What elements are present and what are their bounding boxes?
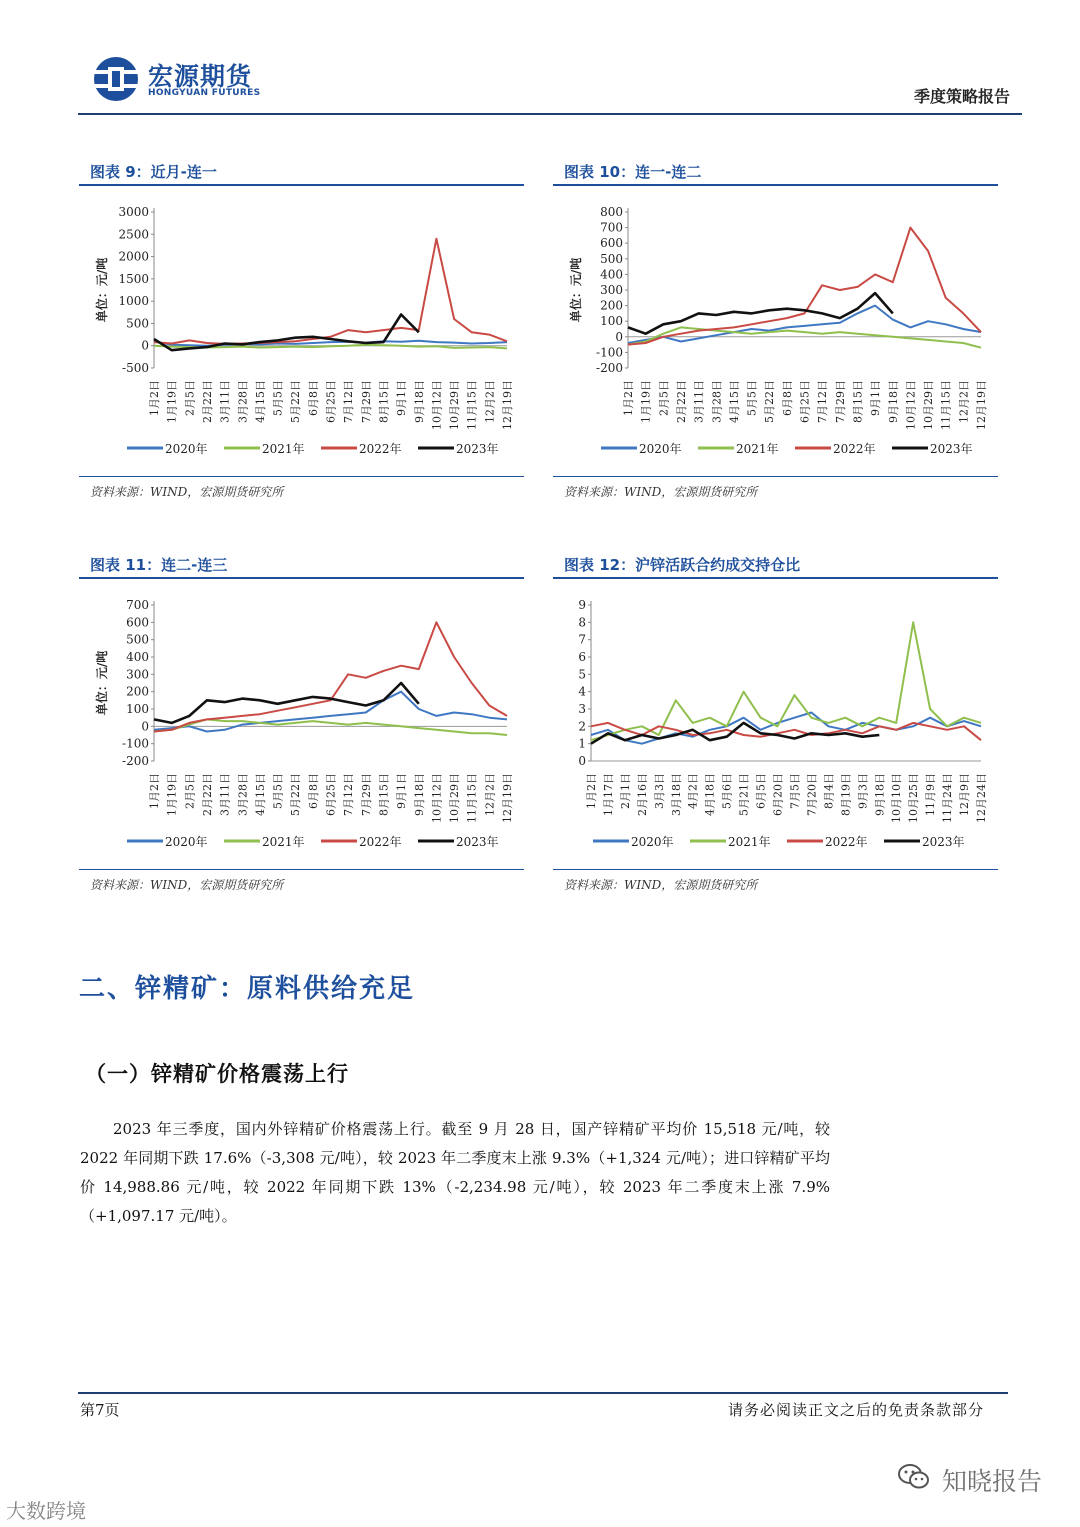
y-axis-label: 单位：元/吨 xyxy=(95,257,109,323)
y-tick-label: -200 xyxy=(596,361,623,375)
x-tick-label: 4月18日 xyxy=(703,773,717,816)
y-tick-label: 8 xyxy=(578,615,586,630)
y-tick-label: 400 xyxy=(126,650,149,664)
x-tick-label: 8月4日 xyxy=(822,773,836,809)
y-tick-label: 100 xyxy=(600,314,623,329)
x-tick-label: 8月19日 xyxy=(839,773,853,816)
y-tick-label: -500 xyxy=(122,361,149,375)
x-tick-label: 1月2日 xyxy=(148,380,161,416)
x-tick-label: 11月15日 xyxy=(465,380,479,430)
chart-9 xyxy=(79,186,524,476)
y-tick-label: 1 xyxy=(578,736,586,751)
y-tick-label: 700 xyxy=(126,598,149,612)
y-tick-label: 4 xyxy=(578,684,586,699)
x-tick-label: 10月25日 xyxy=(907,773,921,823)
figure-title: 图表 12：沪锌活跃合约成交持仓比 xyxy=(564,556,801,574)
x-tick-label: 7月12日 xyxy=(342,380,356,423)
series-line xyxy=(628,293,893,334)
y-tick-label: 2500 xyxy=(118,227,149,242)
company-name-en: HONGYUAN FUTURES xyxy=(148,88,261,98)
figure-12 xyxy=(553,553,998,893)
x-tick-label: 1月19日 xyxy=(165,380,179,423)
x-tick-label: 11月24日 xyxy=(941,773,955,823)
x-tick-label: 10月29日 xyxy=(922,380,936,430)
x-tick-label: 5月5日 xyxy=(271,380,285,416)
legend-label: 2023年 xyxy=(922,835,965,849)
y-tick-label: 5 xyxy=(578,667,586,682)
figure-9 xyxy=(79,160,524,500)
x-tick-label: 11月15日 xyxy=(465,773,479,823)
section-paragraph: 2023 年三季度，国内外锌精矿价格震荡上行。截至 9 月 28 日，国产锌精矿平均价 15,518 元/吨，较 2022 年同期下跌 17.6%（-3,308 元/吨），较 2023 年二季度末上涨 9.3%（+1,324 元/吨）；进口锌精矿平均价 14,988.86 元/吨，较 2022 年同期下跌 13%（-2,234.98 元/吨），较 2023 年二季度末上涨 7.9%（+1,097.17 元/吨）。 xyxy=(80,1120,830,1225)
legend-label: 2022年 xyxy=(833,442,876,456)
legend-label: 2023年 xyxy=(456,442,499,456)
figure-title: 图表 11：连二-连三 xyxy=(90,556,228,574)
y-tick-label: 0 xyxy=(578,754,586,768)
x-tick-label: 12月19日 xyxy=(501,380,514,430)
figure-bottom-rule xyxy=(553,476,998,477)
figure-11 xyxy=(79,553,524,893)
x-tick-label: 5月21日 xyxy=(737,773,751,816)
x-tick-label: 4月15日 xyxy=(727,380,741,423)
x-tick-label: 3月28日 xyxy=(236,773,250,816)
x-tick-label: 10月12日 xyxy=(430,380,444,430)
figure-bottom-rule xyxy=(79,869,524,870)
y-tick-label: 3000 xyxy=(118,205,149,219)
x-tick-label: 3月11日 xyxy=(218,773,232,816)
x-tick-label: 5月5日 xyxy=(745,380,759,416)
x-tick-label: 12月24日 xyxy=(975,773,988,823)
x-tick-label: 3月11日 xyxy=(692,380,706,423)
disclaimer-note: 请务必阅读正文之后的免责条款部分 xyxy=(727,1401,984,1419)
x-tick-label: 12月19日 xyxy=(975,380,988,430)
x-tick-label: 5月22日 xyxy=(763,380,777,423)
series-line xyxy=(154,239,507,344)
y-tick-label: 400 xyxy=(600,267,623,282)
page-number: 第7页 xyxy=(80,1401,120,1419)
y-tick-label: -100 xyxy=(122,736,149,751)
y-tick-label: 1000 xyxy=(118,294,149,309)
chart-10 xyxy=(553,186,998,476)
legend-label: 2022年 xyxy=(359,835,402,849)
x-tick-label: 4月2日 xyxy=(686,773,700,809)
x-tick-label: 5月22日 xyxy=(289,380,303,423)
x-tick-label: 4月15日 xyxy=(253,380,267,423)
x-tick-label: 9月1日 xyxy=(395,773,409,809)
x-tick-label: 12月2日 xyxy=(483,773,497,816)
x-tick-label: 11月15日 xyxy=(939,380,953,430)
legend-label: 2021年 xyxy=(728,835,771,849)
x-tick-label: 6月5日 xyxy=(754,773,768,809)
y-tick-label: 500 xyxy=(126,632,149,647)
x-tick-label: 9月1日 xyxy=(869,380,883,416)
y-tick-label: 0 xyxy=(141,719,149,734)
x-tick-label: 12月19日 xyxy=(501,773,514,823)
x-tick-label: 7月29日 xyxy=(359,773,373,816)
x-tick-label: 3月28日 xyxy=(710,380,724,423)
x-tick-label: 12月2日 xyxy=(957,380,971,423)
y-tick-label: -200 xyxy=(122,754,149,768)
x-tick-label: 6月8日 xyxy=(306,773,320,809)
x-tick-label: 6月25日 xyxy=(798,380,812,423)
x-tick-label: 2月5日 xyxy=(183,773,197,809)
x-tick-label: 11月9日 xyxy=(924,773,938,816)
x-tick-label: 8月15日 xyxy=(377,773,391,816)
y-tick-label: 800 xyxy=(600,205,623,219)
y-tick-label: 2 xyxy=(578,719,586,734)
x-tick-label: 7月5日 xyxy=(788,773,802,809)
report-type: 季度策略报告 xyxy=(913,87,1010,106)
legend-label: 2021年 xyxy=(736,442,779,456)
y-tick-label: 3 xyxy=(578,702,586,716)
footer-divider xyxy=(78,1392,1008,1394)
x-tick-label: 2月5日 xyxy=(657,380,671,416)
x-tick-label: 12月9日 xyxy=(958,773,972,816)
section-subtitle: （一）锌精矿价格震荡上行 xyxy=(85,1062,349,1086)
y-tick-label: 6 xyxy=(578,650,586,664)
x-tick-label: 10月10日 xyxy=(890,773,904,823)
figure-source: 资料来源：WIND，宏源期货研究所 xyxy=(564,878,758,892)
x-tick-label: 10月12日 xyxy=(904,380,918,430)
x-tick-label: 6月8日 xyxy=(780,380,794,416)
y-tick-label: 700 xyxy=(600,220,623,235)
y-tick-label: -100 xyxy=(596,345,623,360)
x-tick-label: 10月12日 xyxy=(430,773,444,823)
series-line xyxy=(154,719,507,735)
figure-source: 资料来源：WIND，宏源期货研究所 xyxy=(90,485,284,499)
y-tick-label: 7 xyxy=(578,632,586,647)
x-tick-label: 9月18日 xyxy=(886,380,900,423)
y-axis-label: 单位：元/吨 xyxy=(569,257,583,323)
x-tick-label: 8月15日 xyxy=(377,380,391,423)
y-tick-label: 300 xyxy=(600,283,623,297)
y-tick-label: 1500 xyxy=(118,271,149,286)
x-tick-label: 1月2日 xyxy=(148,773,161,809)
x-tick-label: 1月2日 xyxy=(622,380,635,416)
figure-title: 图表 9：近月-连一 xyxy=(90,163,217,181)
x-tick-label: 1月2日 xyxy=(585,773,598,809)
company-logo-icon xyxy=(92,55,140,103)
x-tick-label: 2月22日 xyxy=(674,380,688,423)
figure-bottom-rule xyxy=(553,869,998,870)
legend-label: 2023年 xyxy=(456,835,499,849)
y-tick-label: 500 xyxy=(126,316,149,331)
x-tick-label: 7月20日 xyxy=(805,773,819,816)
company-name-cn: 宏源期货 xyxy=(148,62,253,91)
x-tick-label: 9月18日 xyxy=(412,380,426,423)
x-tick-label: 6月8日 xyxy=(306,380,320,416)
x-tick-label: 9月18日 xyxy=(873,773,887,816)
x-tick-label: 3月3日 xyxy=(652,773,666,809)
y-tick-label: 300 xyxy=(126,667,149,682)
x-tick-label: 2月1日 xyxy=(618,773,632,809)
legend-label: 2022年 xyxy=(825,835,868,849)
x-tick-label: 5月6日 xyxy=(720,773,734,809)
legend-label: 2020年 xyxy=(631,835,674,849)
chart-11 xyxy=(79,579,524,869)
x-tick-label: 10月29日 xyxy=(448,773,462,823)
x-tick-label: 12月2日 xyxy=(483,380,497,423)
x-tick-label: 2月22日 xyxy=(200,380,214,423)
watermark-left: 大数跨境 xyxy=(6,1499,86,1523)
x-tick-label: 3月18日 xyxy=(669,773,683,816)
x-tick-label: 3月28日 xyxy=(236,380,250,423)
x-tick-label: 9月1日 xyxy=(395,380,409,416)
legend-label: 2023年 xyxy=(930,442,973,456)
series-line xyxy=(154,683,419,723)
chart-12 xyxy=(553,579,998,869)
x-tick-label: 6月20日 xyxy=(771,773,785,816)
figure-bottom-rule xyxy=(79,476,524,477)
x-tick-label: 9月18日 xyxy=(412,773,426,816)
legend-label: 2022年 xyxy=(359,442,402,456)
watermark-right: 知晓报告 xyxy=(941,1467,1042,1496)
x-tick-label: 9月3日 xyxy=(856,773,870,809)
x-tick-label: 1月19日 xyxy=(165,773,179,816)
y-tick-label: 500 xyxy=(600,251,623,266)
series-line xyxy=(628,327,981,347)
section-title: 二、锌精矿：原料供给充足 xyxy=(79,974,416,1004)
legend-label: 2021年 xyxy=(262,442,305,456)
x-tick-label: 7月12日 xyxy=(816,380,830,423)
y-tick-label: 600 xyxy=(126,615,149,630)
x-tick-label: 8月15日 xyxy=(851,380,865,423)
y-tick-label: 0 xyxy=(615,329,623,344)
y-axis-label: 单位：元/吨 xyxy=(95,650,109,716)
y-tick-label: 0 xyxy=(141,338,149,353)
x-tick-label: 1月17日 xyxy=(601,773,615,816)
wechat-icon xyxy=(898,1463,930,1491)
legend-label: 2021年 xyxy=(262,835,305,849)
x-tick-label: 4月15日 xyxy=(253,773,267,816)
header-divider xyxy=(78,113,1022,115)
x-tick-label: 2月22日 xyxy=(200,773,214,816)
figure-source: 资料来源：WIND，宏源期货研究所 xyxy=(90,878,284,892)
y-tick-label: 600 xyxy=(600,236,623,251)
figure-10 xyxy=(553,160,998,500)
x-tick-label: 6月25日 xyxy=(324,380,338,423)
x-tick-label: 7月29日 xyxy=(359,380,373,423)
x-tick-label: 6月25日 xyxy=(324,773,338,816)
figure-source: 资料来源：WIND，宏源期货研究所 xyxy=(564,485,758,499)
legend-label: 2020年 xyxy=(165,442,208,456)
x-tick-label: 2月5日 xyxy=(183,380,197,416)
figure-title: 图表 10：连一-连二 xyxy=(564,163,702,181)
y-tick-label: 9 xyxy=(578,598,586,612)
x-tick-label: 10月29日 xyxy=(448,380,462,430)
y-tick-label: 200 xyxy=(600,298,623,313)
series-line xyxy=(591,713,981,744)
legend-label: 2020年 xyxy=(165,835,208,849)
y-tick-label: 200 xyxy=(126,684,149,699)
x-tick-label: 5月5日 xyxy=(271,773,285,809)
legend-label: 2020年 xyxy=(639,442,682,456)
x-tick-label: 3月11日 xyxy=(218,380,232,423)
y-tick-label: 100 xyxy=(126,702,149,716)
x-tick-label: 2月16日 xyxy=(635,773,649,816)
x-tick-label: 7月12日 xyxy=(342,773,356,816)
x-tick-label: 7月29日 xyxy=(833,380,847,423)
x-tick-label: 5月22日 xyxy=(289,773,303,816)
y-tick-label: 2000 xyxy=(118,249,149,264)
x-tick-label: 1月19日 xyxy=(639,380,653,423)
